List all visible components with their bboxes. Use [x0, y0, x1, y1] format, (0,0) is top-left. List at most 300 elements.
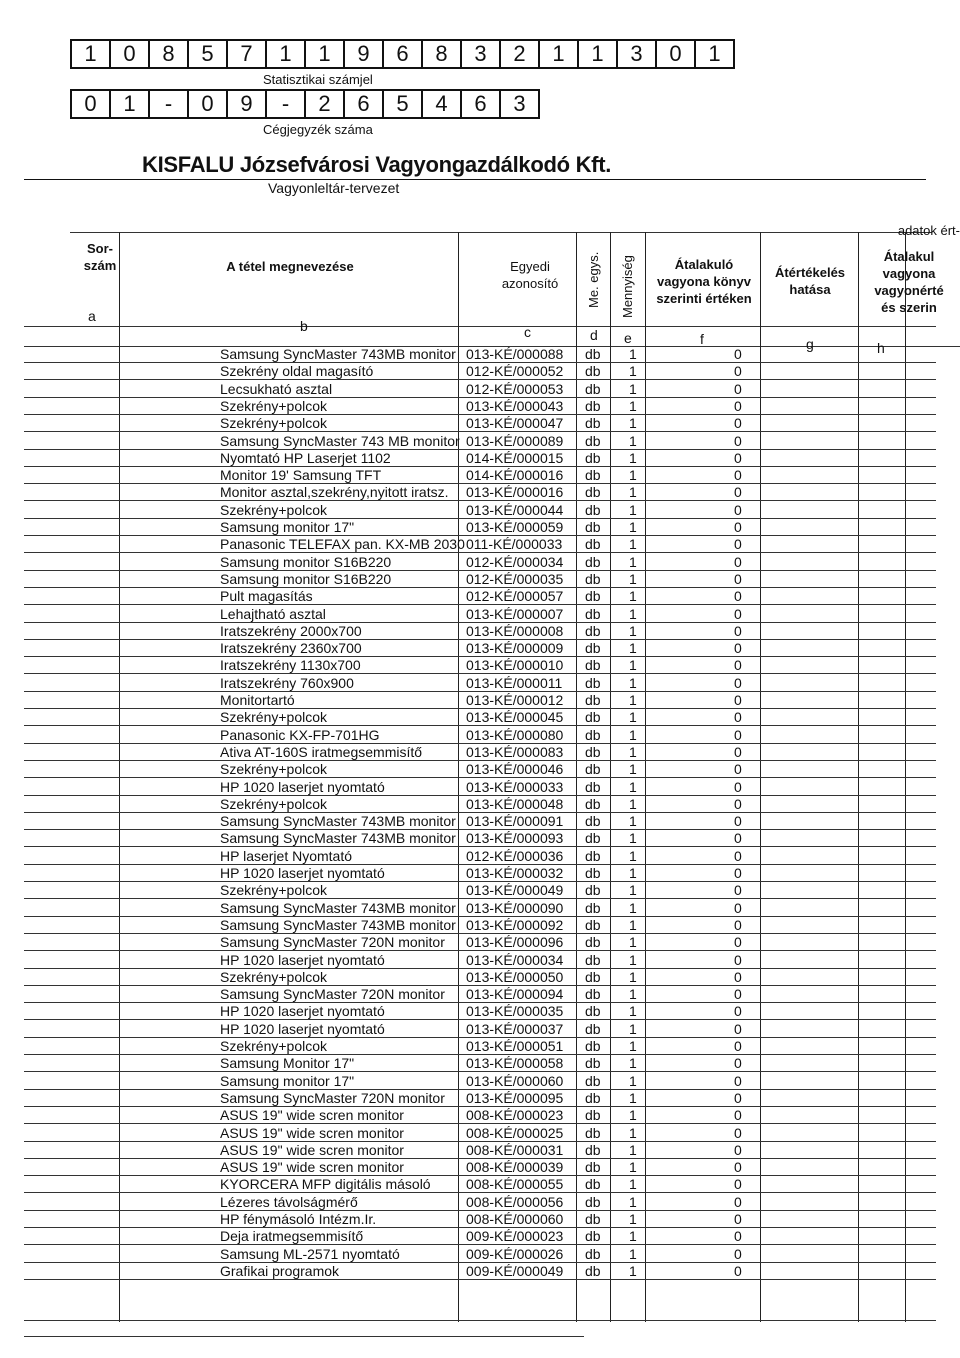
item-name: Samsung SyncMaster 720N monitor [220, 986, 445, 1003]
table-row [0, 502, 960, 519]
item-code: 013-KÉ/000094 [466, 986, 564, 1003]
item-unit: db [585, 501, 601, 518]
table-row [0, 536, 960, 553]
item-name: Samsung SyncMaster 720N monitor [220, 934, 445, 951]
item-unit: db [585, 726, 601, 743]
row-divider [24, 1279, 936, 1280]
registration-number-digit-box: - [150, 91, 189, 117]
item-unit: db [585, 1038, 601, 1054]
item-code: 013-KÉ/000049 [466, 882, 564, 899]
item-unit: db [585, 536, 601, 553]
item-unit: db [585, 1176, 601, 1193]
item-book-value: 0 [734, 605, 742, 622]
item-code: 013-KÉ/000090 [466, 899, 564, 916]
item-code: 009-KÉ/000023 [466, 1228, 564, 1245]
item-quantity: 1 [629, 1038, 637, 1054]
item-name: Lehajtható asztal [220, 605, 326, 622]
tax-number-boxes [70, 39, 735, 69]
table-row [0, 1228, 960, 1245]
item-name: Monitortartó [220, 692, 295, 708]
col-letter-g: g [806, 336, 814, 352]
table-row [0, 398, 960, 415]
item-quantity: 1 [629, 692, 637, 708]
table-row [0, 934, 960, 951]
item-code: 013-KÉ/000009 [466, 640, 564, 657]
table-top-border [70, 232, 932, 233]
item-code: 008-KÉ/000056 [466, 1193, 564, 1210]
registration-number-digit-box: 1 [111, 91, 150, 117]
table-row [0, 727, 960, 744]
item-book-value: 0 [734, 916, 742, 933]
item-quantity: 1 [629, 640, 637, 657]
item-book-value: 0 [734, 882, 742, 899]
item-book-value: 0 [734, 346, 742, 362]
header-atalakulo-vagyona: Átalakuló vagyona könyv szerinti értéken [656, 257, 752, 306]
item-unit: db [585, 778, 601, 795]
table-row [0, 346, 960, 363]
item-quantity: 1 [629, 778, 637, 795]
item-book-value: 0 [734, 553, 742, 570]
item-code: 013-KÉ/000012 [466, 692, 564, 708]
item-quantity: 1 [629, 709, 637, 726]
table-row [0, 1090, 960, 1107]
item-name: Samsung SyncMaster 743MB monitor [220, 899, 456, 916]
item-quantity: 1 [629, 986, 637, 1003]
item-quantity: 1 [629, 397, 637, 414]
item-book-value: 0 [734, 795, 742, 812]
item-book-value: 0 [734, 1089, 742, 1106]
table-row [0, 952, 960, 969]
item-code: 011-KÉ/000033 [466, 536, 563, 553]
header-tetel-megnevezese: A tétel megnevezése [226, 259, 354, 274]
item-code: 008-KÉ/000039 [466, 1159, 564, 1176]
item-book-value: 0 [734, 934, 742, 951]
item-unit: db [585, 1124, 601, 1141]
item-name: Samsung monitor S16B220 [220, 570, 392, 587]
item-name: Szekrény+polcok [220, 882, 328, 899]
item-book-value: 0 [734, 743, 742, 760]
item-code: 013-KÉ/000096 [466, 934, 564, 951]
table-row [0, 692, 960, 709]
item-book-value: 0 [734, 484, 742, 501]
item-unit: db [585, 1211, 601, 1227]
company-name: KISFALU Józsefvárosi Vagyongazdálkodó Kft. [142, 152, 612, 177]
table-row [0, 450, 960, 467]
item-quantity: 1 [629, 1089, 637, 1106]
item-name: HP fénymásoló Intézm.Ir. [220, 1211, 377, 1227]
item-name: HP laserjet Nyomtató [220, 847, 353, 864]
item-name: Samsung monitor 17" [220, 519, 355, 535]
item-unit: db [585, 899, 601, 916]
item-book-value: 0 [734, 1245, 742, 1262]
table-row [0, 848, 960, 865]
header-sorszam: Sor- szám [83, 241, 117, 273]
item-book-value: 0 [734, 1211, 742, 1227]
item-quantity: 1 [629, 743, 637, 760]
item-code: 008-KÉ/000055 [466, 1176, 564, 1193]
tax-number-digit-box: 3 [618, 41, 657, 67]
item-quantity: 1 [629, 1107, 637, 1124]
item-name: HP 1020 laserjet nyomtató [220, 778, 385, 795]
item-quantity: 1 [629, 813, 637, 830]
registration-number-digit-box: 0 [189, 91, 228, 117]
table-row [0, 606, 960, 623]
table-row [0, 900, 960, 917]
item-quantity: 1 [629, 1193, 637, 1210]
item-code: 014-KÉ/000016 [466, 467, 564, 484]
footer-line [24, 1336, 584, 1337]
item-name: Samsung ML-2571 nyomtató [220, 1245, 400, 1262]
table-row [0, 433, 960, 450]
item-code: 012-KÉ/000057 [466, 588, 564, 605]
item-code: 013-KÉ/000010 [466, 657, 564, 674]
item-code: 013-KÉ/000033 [466, 778, 564, 795]
item-name: Szekrény oldal magasító [220, 363, 374, 380]
table-row [0, 519, 960, 536]
item-quantity: 1 [629, 1228, 637, 1245]
item-name: Samsung SyncMaster 743MB monitor [220, 813, 456, 830]
item-unit: db [585, 467, 601, 484]
item-unit: db [585, 380, 601, 397]
item-name: Iratszekrény 1130x700 [220, 657, 361, 674]
item-quantity: 1 [629, 1245, 637, 1262]
item-name: HP 1020 laserjet nyomtató [220, 1020, 385, 1037]
item-unit: db [585, 519, 601, 535]
header-atalakul-vagyon: Átalakul vagyona vagyonérté és szerin [874, 249, 944, 315]
item-book-value: 0 [734, 1072, 742, 1089]
item-name: Samsung SyncMaster 743 MB monitor [220, 432, 460, 449]
item-quantity: 1 [629, 726, 637, 743]
item-book-value: 0 [734, 1141, 742, 1158]
tax-number-digit-box: 1 [540, 41, 579, 67]
item-unit: db [585, 1159, 601, 1176]
item-code: 013-KÉ/000032 [466, 865, 564, 881]
registration-number-digit-box: 6 [462, 91, 501, 117]
item-quantity: 1 [629, 1141, 637, 1158]
tax-number-digit-box: 2 [501, 41, 540, 67]
table-row [0, 1125, 960, 1142]
item-name: ASUS 19" wide scren monitor [220, 1124, 404, 1141]
company-underline [24, 179, 926, 180]
item-unit: db [585, 588, 601, 605]
item-book-value: 0 [734, 432, 742, 449]
table-row [0, 1246, 960, 1263]
table-row [0, 363, 960, 380]
item-quantity: 1 [629, 1020, 637, 1037]
item-name: Szekrény+polcok [220, 1038, 328, 1054]
registration-number-digit-box: - [267, 91, 306, 117]
item-quantity: 1 [629, 1072, 637, 1089]
item-unit: db [585, 605, 601, 622]
item-name: Deja iratmegsemmisítő [220, 1228, 364, 1245]
table-row [0, 1038, 960, 1055]
item-unit: db [585, 951, 601, 968]
item-unit: db [585, 484, 601, 501]
item-name: Pult magasítás [220, 588, 313, 605]
item-book-value: 0 [734, 519, 742, 535]
item-unit: db [585, 674, 601, 691]
item-quantity: 1 [629, 1003, 637, 1020]
item-name: HP 1020 laserjet nyomtató [220, 1003, 385, 1020]
table-row [0, 744, 960, 761]
item-code: 014-KÉ/000015 [466, 449, 564, 466]
item-book-value: 0 [734, 1159, 742, 1176]
item-code: 008-KÉ/000060 [466, 1211, 564, 1227]
col-letter-a: a [88, 308, 96, 324]
item-book-value: 0 [734, 847, 742, 864]
header-mertekegyseg: Me. egys. [586, 251, 601, 308]
item-unit: db [585, 1072, 601, 1089]
tax-number-digit-box: 1 [72, 41, 111, 67]
item-unit: db [585, 986, 601, 1003]
item-unit: db [585, 640, 601, 657]
item-unit: db [585, 346, 601, 362]
item-name: Samsung SyncMaster 743MB monitor [220, 346, 456, 362]
item-name: Iratszekrény 2360x700 [220, 640, 362, 657]
registration-number-digit-box: 6 [345, 91, 384, 117]
tax-number-digit-box: 8 [150, 41, 189, 67]
item-book-value: 0 [734, 813, 742, 830]
item-name: ASUS 19" wide scren monitor [220, 1141, 404, 1158]
tax-number-digit-box: 0 [657, 41, 696, 67]
tax-number-digit-box: 5 [189, 41, 228, 67]
item-unit: db [585, 1089, 601, 1106]
item-code: 013-KÉ/000089 [466, 432, 564, 449]
item-code: 013-KÉ/000007 [466, 605, 564, 622]
tax-number-digit-box: 3 [462, 41, 501, 67]
table-row [0, 1073, 960, 1090]
item-unit: db [585, 865, 601, 881]
item-book-value: 0 [734, 1107, 742, 1124]
item-quantity: 1 [629, 865, 637, 881]
item-name: Panasonic KX-FP-701HG [220, 726, 380, 743]
item-quantity: 1 [629, 605, 637, 622]
item-code: 012-KÉ/000053 [466, 380, 564, 397]
table-bottom-border [24, 1320, 936, 1321]
item-code: 012-KÉ/000052 [466, 363, 564, 380]
col-letter-c: c [524, 324, 531, 340]
table-row [0, 986, 960, 1003]
item-quantity: 1 [629, 968, 637, 985]
header-egyedi-azonosito: Egyedi azonosító [501, 259, 559, 291]
item-unit: db [585, 397, 601, 414]
item-unit: db [585, 1003, 601, 1020]
item-name: Samsung monitor 17" [220, 1072, 355, 1089]
item-unit: db [585, 1020, 601, 1037]
header-divider [24, 326, 936, 327]
item-name: Iratszekrény 760x900 [220, 674, 354, 691]
item-book-value: 0 [734, 968, 742, 985]
item-book-value: 0 [734, 778, 742, 795]
tax-number-digit-box: 1 [306, 41, 345, 67]
item-unit: db [585, 743, 601, 760]
item-quantity: 1 [629, 467, 637, 484]
table-row [0, 865, 960, 882]
table-row [0, 554, 960, 571]
item-book-value: 0 [734, 570, 742, 587]
item-code: 008-KÉ/000031 [466, 1141, 564, 1158]
item-name: Iratszekrény 2000x700 [220, 622, 362, 639]
item-quantity: 1 [629, 1262, 637, 1279]
item-unit: db [585, 449, 601, 466]
item-quantity: 1 [629, 1124, 637, 1141]
table-row [0, 796, 960, 813]
item-code: 013-KÉ/000080 [466, 726, 564, 743]
item-name: KYORCERA MFP digitális másoló [220, 1176, 431, 1193]
item-name: Monitor 19' Samsung TFT [220, 467, 382, 484]
item-quantity: 1 [629, 899, 637, 916]
item-code: 008-KÉ/000025 [466, 1124, 564, 1141]
table-row [0, 640, 960, 657]
item-quantity: 1 [629, 484, 637, 501]
col-letter-b: b [300, 318, 308, 334]
item-code: 013-KÉ/000016 [466, 484, 564, 501]
registration-number-digit-box: 2 [306, 91, 345, 117]
item-unit: db [585, 1245, 601, 1262]
col-letter-h: h [877, 340, 885, 356]
item-quantity: 1 [629, 882, 637, 899]
item-unit: db [585, 622, 601, 639]
item-unit: db [585, 761, 601, 778]
item-book-value: 0 [734, 1176, 742, 1193]
item-unit: db [585, 432, 601, 449]
item-code: 013-KÉ/000048 [466, 795, 564, 812]
item-unit: db [585, 813, 601, 830]
table-row [0, 1142, 960, 1159]
table-row [0, 381, 960, 398]
table-row [0, 1021, 960, 1038]
item-unit: db [585, 847, 601, 864]
item-quantity: 1 [629, 1159, 637, 1176]
item-name: ASUS 19" wide scren monitor [220, 1107, 404, 1124]
item-name: Grafikai programok [220, 1262, 340, 1279]
table-row [0, 1003, 960, 1020]
item-code: 013-KÉ/000092 [466, 916, 564, 933]
table-row [0, 588, 960, 605]
table-row [0, 830, 960, 847]
item-book-value: 0 [734, 865, 742, 881]
item-unit: db [585, 692, 601, 708]
col-letter-d: d [590, 327, 598, 343]
item-book-value: 0 [734, 380, 742, 397]
item-quantity: 1 [629, 1211, 637, 1227]
item-book-value: 0 [734, 1124, 742, 1141]
item-name: ASUS 19" wide scren monitor [220, 1159, 404, 1176]
item-code: 012-KÉ/000035 [466, 570, 564, 587]
item-book-value: 0 [734, 986, 742, 1003]
header-partial-top-right: adatok ért- [897, 223, 960, 238]
item-name: Szekrény+polcok [220, 397, 328, 414]
item-code: 009-KÉ/000026 [466, 1245, 564, 1262]
table-row [0, 969, 960, 986]
item-quantity: 1 [629, 570, 637, 587]
item-quantity: 1 [629, 674, 637, 691]
item-book-value: 0 [734, 1262, 742, 1279]
item-unit: db [585, 709, 601, 726]
item-name: Lézeres távolságmérő [220, 1193, 358, 1210]
item-code: 013-KÉ/000059 [466, 519, 564, 535]
item-name: Nyomtató HP Laserjet 1102 [220, 449, 391, 466]
item-book-value: 0 [734, 830, 742, 847]
item-book-value: 0 [734, 1020, 742, 1037]
item-unit: db [585, 363, 601, 380]
item-book-value: 0 [734, 640, 742, 657]
item-name: Samsung SyncMaster 743MB monitor [220, 916, 456, 933]
table-row [0, 709, 960, 726]
item-book-value: 0 [734, 692, 742, 708]
item-name: Samsung Monitor 17" [220, 1055, 355, 1072]
item-name: Panasonic TELEFAX pan. KX-MB 2030 [220, 536, 465, 553]
tax-number-digit-box: 6 [384, 41, 423, 67]
item-quantity: 1 [629, 449, 637, 466]
item-code: 013-KÉ/000011 [466, 674, 563, 691]
item-code: 013-KÉ/000058 [466, 1055, 564, 1072]
item-name: Szekrény+polcok [220, 968, 328, 985]
item-name: Szekrény+polcok [220, 761, 328, 778]
header-mennyiseg: Mennyiség [620, 255, 635, 318]
item-unit: db [585, 570, 601, 587]
item-unit: db [585, 916, 601, 933]
item-quantity: 1 [629, 1055, 637, 1072]
table-row [0, 675, 960, 692]
item-book-value: 0 [734, 899, 742, 916]
item-code: 013-KÉ/000051 [466, 1038, 564, 1054]
registration-number-digit-box: 3 [501, 91, 540, 117]
item-unit: db [585, 1107, 601, 1124]
item-code: 013-KÉ/000050 [466, 968, 564, 985]
registration-number-caption: Cégjegyzék száma [263, 122, 373, 137]
tax-number-digit-box: 1 [267, 41, 306, 67]
item-unit: db [585, 1141, 601, 1158]
item-name: Ativa AT-160S iratmegsemmisítő [220, 743, 423, 760]
item-book-value: 0 [734, 363, 742, 380]
item-name: Lecsukható asztal [220, 380, 333, 397]
table-row [0, 415, 960, 432]
item-unit: db [585, 415, 601, 432]
table-row [0, 571, 960, 588]
item-book-value: 0 [734, 501, 742, 518]
table-row [0, 1263, 960, 1280]
col-letter-e: e [624, 330, 632, 346]
item-name: Szekrény+polcok [220, 709, 328, 726]
item-quantity: 1 [629, 363, 637, 380]
tax-number-digit-box: 7 [228, 41, 267, 67]
registration-number-digit-box: 4 [423, 91, 462, 117]
table-row [0, 1055, 960, 1072]
item-code: 013-KÉ/000044 [466, 501, 564, 518]
tax-number-digit-box: 0 [111, 41, 150, 67]
item-book-value: 0 [734, 674, 742, 691]
item-book-value: 0 [734, 467, 742, 484]
item-quantity: 1 [629, 346, 637, 362]
item-code: 013-KÉ/000034 [466, 951, 564, 968]
item-book-value: 0 [734, 1228, 742, 1245]
item-quantity: 1 [629, 519, 637, 535]
table-row [0, 1176, 960, 1193]
item-code: 013-KÉ/000035 [466, 1003, 564, 1020]
item-unit: db [585, 934, 601, 951]
table-row [0, 657, 960, 674]
item-quantity: 1 [629, 761, 637, 778]
item-quantity: 1 [629, 934, 637, 951]
document-subtitle: Vagyonleltár-tervezet [268, 180, 400, 196]
item-code: 008-KÉ/000023 [466, 1107, 564, 1124]
table-row [0, 623, 960, 640]
item-quantity: 1 [629, 415, 637, 432]
item-name: Szekrény+polcok [220, 501, 328, 518]
item-quantity: 1 [629, 830, 637, 847]
item-book-value: 0 [734, 622, 742, 639]
